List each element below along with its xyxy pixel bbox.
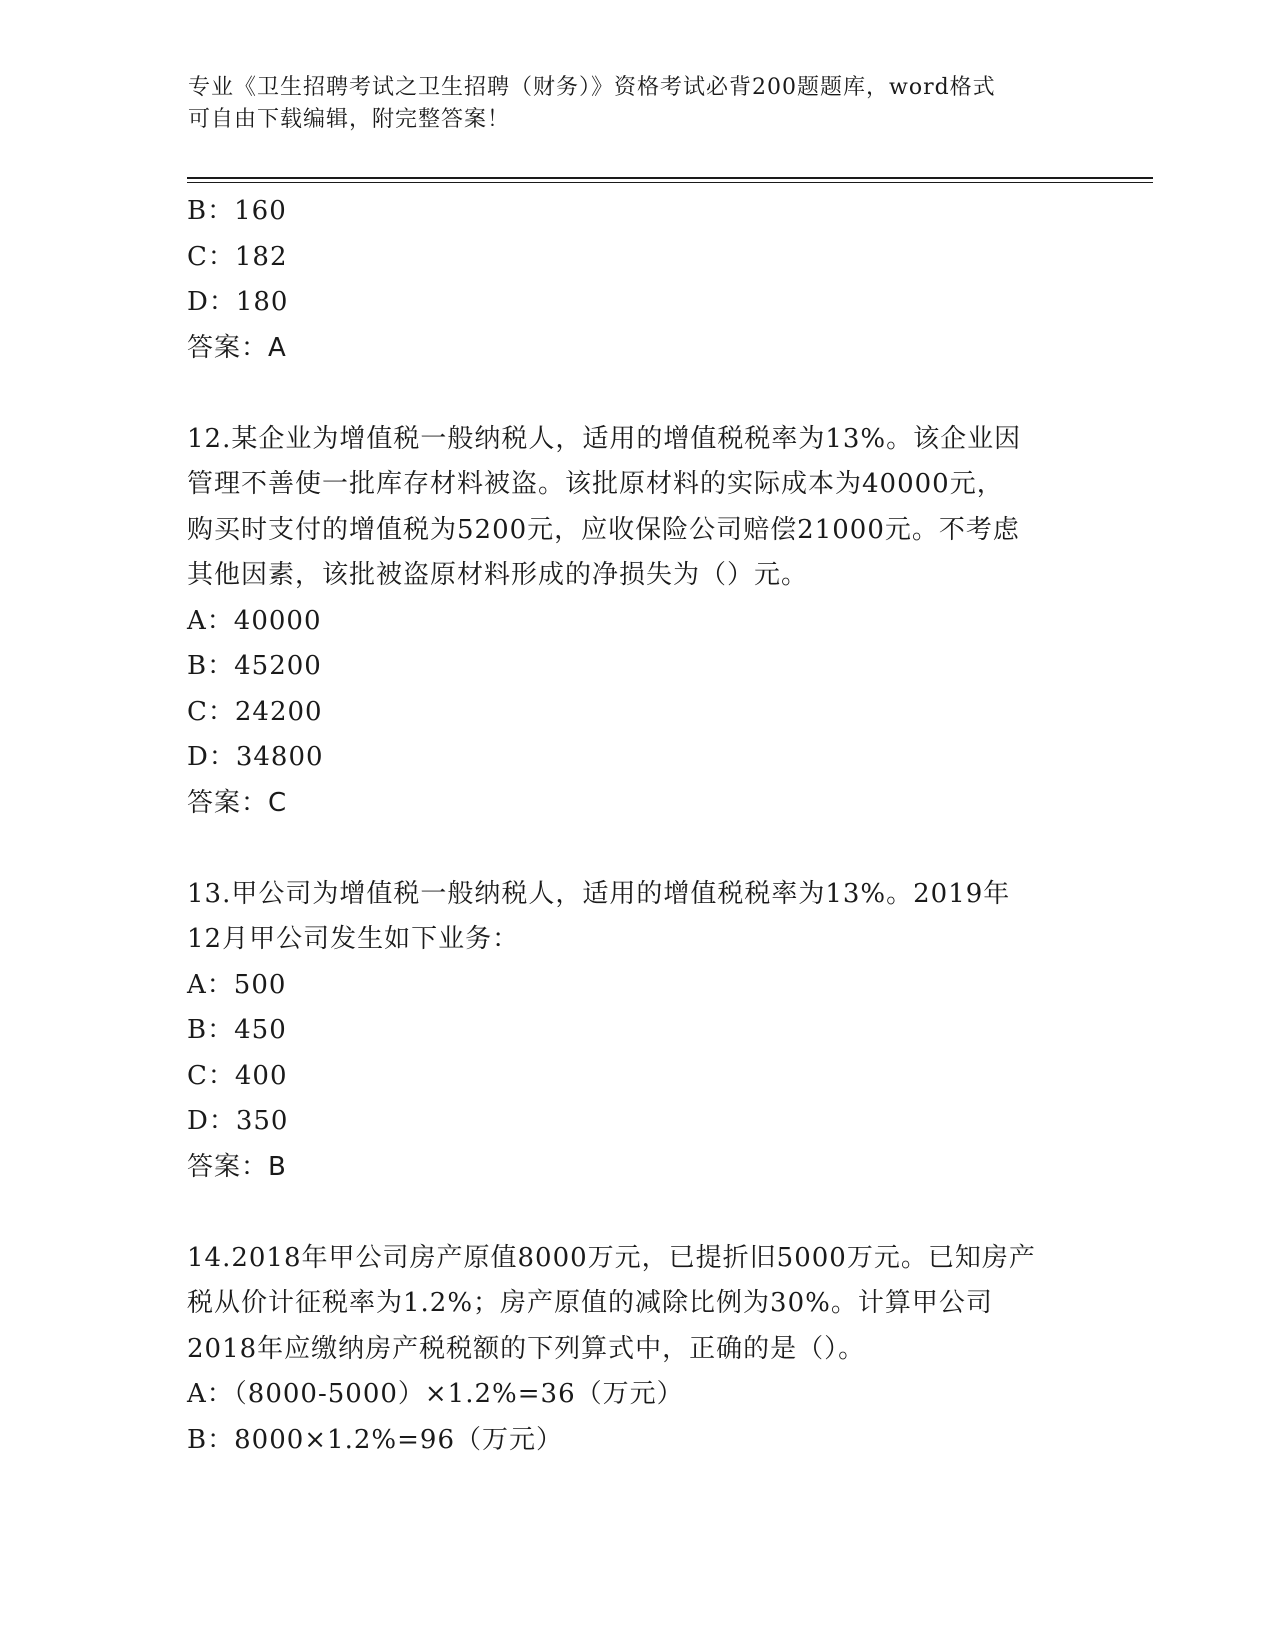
question-12 bbox=[187, 417, 1087, 827]
q13-stem-line-2: 12月甲公司发生如下业务： bbox=[187, 924, 520, 954]
question-spacer bbox=[187, 1190, 1087, 1236]
q13-option-c: C：400 bbox=[187, 1060, 288, 1091]
q12-option-c: C：24200 bbox=[187, 696, 323, 727]
header-title-line-2: 可自由下载编辑，附完整答案！ bbox=[188, 107, 511, 132]
document-header bbox=[188, 72, 1068, 136]
q11-answer: 答案：A bbox=[187, 332, 287, 363]
q14-option-a: A：（8000-5000）×1.2%=36（万元） bbox=[187, 1379, 684, 1409]
header-divider-thin bbox=[187, 182, 1153, 183]
q14-stem-line-1: 14.2018年甲公司房产原值8000万元，已提折旧5000万元。已知房产 bbox=[187, 1242, 1036, 1273]
q12-stem-line-1: 12.某企业为增值税一般纳税人，适用的增值税税率为13%。该企业因 bbox=[187, 423, 1022, 454]
q13-option-b: B：450 bbox=[187, 1015, 287, 1045]
q12-stem-line-3: 购买时支付的增值税为5200元，应收保险公司赔偿21000元。不考虑 bbox=[187, 514, 1020, 545]
q12-option-b: B：45200 bbox=[187, 651, 322, 681]
q13-answer: 答案：B bbox=[187, 1151, 287, 1182]
header-divider-thick bbox=[187, 177, 1153, 179]
q13-stem-line-1: 13.甲公司为增值税一般纳税人，适用的增值税税率为13%。2019年 bbox=[187, 878, 1011, 909]
question-13 bbox=[187, 872, 1087, 1191]
q11-option-c: C：182 bbox=[187, 241, 288, 272]
q13-option-d: D：350 bbox=[187, 1106, 289, 1136]
header-title-line-1: 专业《卫生招聘考试之卫生招聘（财务）》资格考试必背200题题库，word格式 bbox=[188, 75, 996, 100]
question-spacer bbox=[187, 371, 1087, 417]
q12-answer: 答案：C bbox=[187, 787, 288, 818]
q12-stem-line-4: 其他因素，该批被盗原材料形成的净损失为（）元。 bbox=[187, 560, 809, 590]
q14-stem-line-3: 2018年应缴纳房产税税额的下列算式中，正确的是（）。 bbox=[187, 1333, 866, 1364]
q11-option-b: B：160 bbox=[187, 196, 287, 226]
question-list bbox=[187, 189, 1087, 1463]
question-14 bbox=[187, 1236, 1087, 1464]
question-11 bbox=[187, 189, 1087, 371]
q11-option-d: D：180 bbox=[187, 287, 289, 317]
q14-option-b: B：8000×1.2%=96（万元） bbox=[187, 1424, 563, 1455]
q13-option-a: A：500 bbox=[187, 969, 287, 1000]
q14-stem-line-2: 税从价计征税率为1.2%；房产原值的减除比例为30%。计算甲公司 bbox=[187, 1288, 993, 1318]
q12-option-d: D：34800 bbox=[187, 742, 324, 772]
question-spacer bbox=[187, 826, 1087, 872]
q12-option-a: A：40000 bbox=[187, 605, 322, 636]
q12-stem-line-2: 管理不善使一批库存材料被盗。该批原材料的实际成本为40000元， bbox=[187, 469, 1004, 499]
